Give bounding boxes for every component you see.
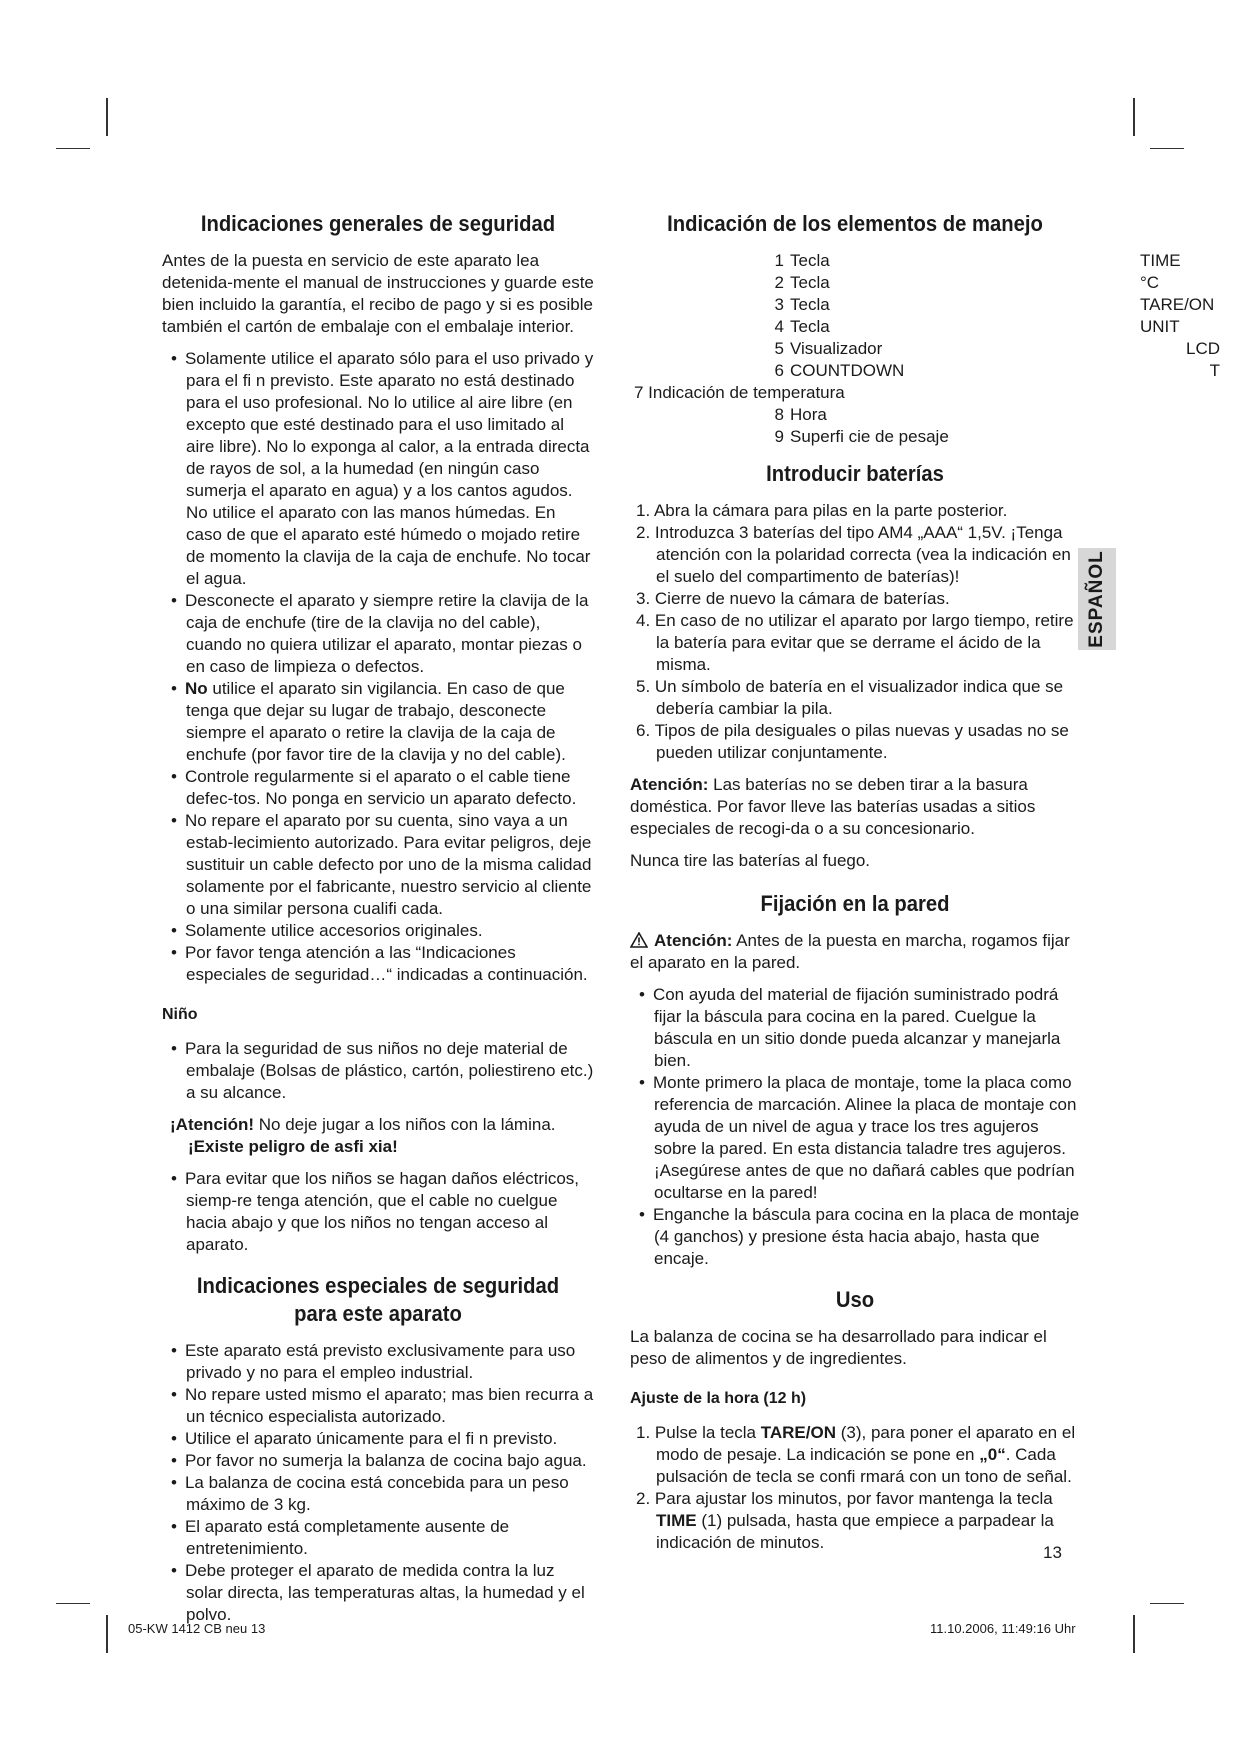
asphyxia-warning: ¡Existe peligro de asfi xia! [188, 1137, 398, 1156]
footer-file-info: 05-KW 1412 CB neu 13 [128, 1621, 266, 1636]
wall-mount-heading: Fijación en la pared [760, 891, 950, 916]
controls-heading: Indicación de los elementos de manejo [667, 211, 1043, 236]
list-item: • Monte primero la placa de montaje, tome la placa como referencia de marcación. Alinee la placa de montaje con ayuda de un nivel de agua y trace los tres agujeros sobre la pared. En esta distancia taladre tres agujeros. ¡Asegúrese antes de que no dañará cables que podrían ocultarse en la pared! [630, 1072, 1080, 1204]
list-item: • No repare usted mismo el aparato; mas bien recurra a un técnico especialista autorizado. [162, 1384, 594, 1428]
list-item: 3. Cierre de nuevo la cámara de baterías. [636, 589, 950, 608]
crop-mark [56, 1603, 90, 1604]
crop-mark [1150, 148, 1184, 149]
crop-mark [56, 148, 90, 149]
list-item: • Para evitar que los niños se hagan daños eléctricos, siemp-re tenga atención, que el cable no cuelgue hacia abajo y que los niños no tengan acceso al aparato. [162, 1168, 594, 1256]
child-list-2 [162, 1168, 594, 1256]
battery-fire-note: Nunca tire las baterías al fuego. [630, 851, 871, 870]
list-item: • No repare el aparato por su cuenta, sino vaya a un estab-lecimiento autorizado. Para evitar peligros, deje sustituir un cable defecto por uno de la misma calidad solamente por el fabricante, nuestro servicio al cliente o una similar persona cualifi cada. [162, 810, 594, 920]
usage-heading: Uso [835, 1287, 875, 1312]
footer-timestamp: 11.10.2006, 11:49:16 Uhr [930, 1621, 1076, 1636]
list-item: • Utilice el aparato únicamente para el fi n previsto. [162, 1428, 594, 1450]
warning-icon [630, 932, 648, 948]
list-item: • Solamente utilice el aparato sólo para el uso privado y para el fi n previsto. Este aparato no está destinado para el uso profesional. No lo utilice al aire libre (en excepto que esté destinado para el uso limitado al aire libre). No lo exponga al calor, a la entrada directa de rayos de sol, a la humedad (en ningún caso sumerja el aparato en agua) y a los cantos agudos. No utilice el aparato con las manos húmedas. En caso de que el aparato esté húmedo o mojado retire de momento la clavija de la caja de enchufe. No tocar el agua. [162, 348, 594, 590]
general-safety-heading: Indicaciones generales de seguridad [200, 211, 556, 236]
crop-mark [1133, 1615, 1135, 1653]
crop-mark [106, 1615, 108, 1653]
left-column [162, 210, 594, 1636]
wall-mount-list [630, 984, 1080, 1270]
child-list [162, 1038, 594, 1104]
wall-warning: Atención: Antes de la puesta en marcha, rogamos fijar el aparato en la pared. [630, 931, 1070, 972]
list-item: • El aparato está completamente ausente de entretenimiento. [162, 1516, 594, 1560]
controls-table: 1 Tecla TIME 2 Tecla °C 3 Tecla TARE/ON 4 Tecla UNIT 5 Visualizador LCD 6 COUNTDOWN T 7 Indicación de temperatura 8 Hora 9 Superfi cie de pesaje [634, 251, 1220, 446]
special-safety-heading: Indicaciones especiales de seguridad para este aparato [196, 1273, 560, 1326]
list-item: • Para la seguridad de sus niños no deje material de embalaje (Bolsas de plástico, cartón, poliestireno etc.) a su alcance. [162, 1038, 594, 1104]
time-setting-list [630, 1422, 1080, 1554]
list-item: • Por favor no sumerja la balanza de cocina bajo agua. [162, 1450, 594, 1472]
list-item: • Controle regularmente si el aparato o el cable tiene defec-tos. No ponga en servicio un aparato defecto. [162, 766, 594, 810]
list-item: 2. Introduzca 3 baterías del tipo AM4 „AAA“ 1,5V. ¡Tenga atención con la polaridad correcta (vea la indicación en el suelo del compartimento de baterías)! [636, 523, 1071, 586]
crop-mark [1133, 98, 1135, 136]
battery-warning: Atención: Las baterías no se deben tirar a la basura doméstica. Por favor lleve las baterías usadas a sitios especiales de recogi-da o a su concesionario. [630, 775, 1036, 838]
batteries-heading: Introducir baterías [766, 461, 944, 486]
list-item: • Por favor tenga atención a las “Indicaciones especiales de seguridad…“ indicadas a continuación. [162, 942, 594, 986]
list-item: • Enganche la báscula para cocina en la placa de montaje (4 ganchos) y presione ésta hacia abajo, hasta que encaje. [630, 1204, 1080, 1270]
list-item: • No utilice el aparato sin vigilancia. En caso de que tenga que dejar su lugar de trabajo, desconecte siempre el aparato o retire la clavija de la caja de enchufe (por favor tire de la clavija y no del cable). [162, 678, 594, 766]
child-subheading: Niño [162, 1006, 198, 1023]
list-item: • Este aparato está previsto exclusivamente para uso privado y no para el empleo industrial. [162, 1340, 594, 1384]
list-item: 1. Abra la cámara para pilas en la parte posterior. [636, 501, 1008, 520]
page-number: 13 [1043, 1543, 1062, 1562]
language-tab: ESPAÑOL [1078, 548, 1116, 650]
list-item: • Solamente utilice accesorios originales. [162, 920, 594, 942]
crop-mark [1150, 1603, 1184, 1604]
general-safety-list [162, 348, 594, 986]
usage-paragraph: La balanza de cocina se ha desarrollado para indicar el peso de alimentos y de ingredientes. [630, 1327, 1047, 1368]
list-item: 5. Un símbolo de batería en el visualizador indica que se debería cambiar la pila. [636, 677, 1064, 718]
batteries-list [630, 500, 1080, 764]
list-item: 2. Para ajustar los minutos, por favor mantenga la tecla TIME (1) pulsada, hasta que empiece a parpadear la indicación de minutos. [636, 1489, 1054, 1552]
time-setting-subheading: Ajuste de la hora (12 h) [630, 1390, 807, 1407]
list-item: • Debe proteger el aparato de medida contra la luz solar directa, las temperaturas altas, la humedad y el polvo. [162, 1560, 594, 1626]
crop-mark [106, 98, 108, 136]
child-warning: ¡Atención! No deje jugar a los niños con la lámina. ¡Existe peligro de asfi xia! [170, 1114, 594, 1158]
list-item: • Desconecte el aparato y siempre retire la clavija de la caja de enchufe (tire de la clavija no del cable), cuando no quiera utilizar el aparato, montar piezas o en caso de limpieza o defectos. [162, 590, 594, 678]
special-safety-list [162, 1340, 594, 1626]
list-item: • La balanza de cocina está concebida para un peso máximo de 3 kg. [162, 1472, 594, 1516]
list-item: 1. Pulse la tecla TARE/ON (3), para poner el aparato en el modo de pesaje. La indicación se pone en „0“. Cada pulsación de tecla se confi rmará con un tono de señal. [636, 1423, 1076, 1486]
list-item: 4. En caso de no utilizar el aparato por largo tiempo, retire la batería para evitar que se derrame el ácido de la misma. [636, 611, 1074, 674]
list-item: 6. Tipos de pila desiguales o pilas nuevas y usadas no se pueden utilizar conjuntamente. [636, 721, 1069, 762]
list-item: • Con ayuda del material de fijación suministrado podrá fijar la báscula para cocina en la pared. Cuelgue la báscula en un sitio donde pueda alcanzar y manejarla bien. [630, 984, 1080, 1072]
intro-paragraph: Antes de la puesta en servicio de este aparato lea detenida-mente el manual de instrucciones y guarde este bien incluido la garantía, el recibo de pago y si es posible también el cartón de embalaje con el embalaje interior. [162, 251, 594, 336]
